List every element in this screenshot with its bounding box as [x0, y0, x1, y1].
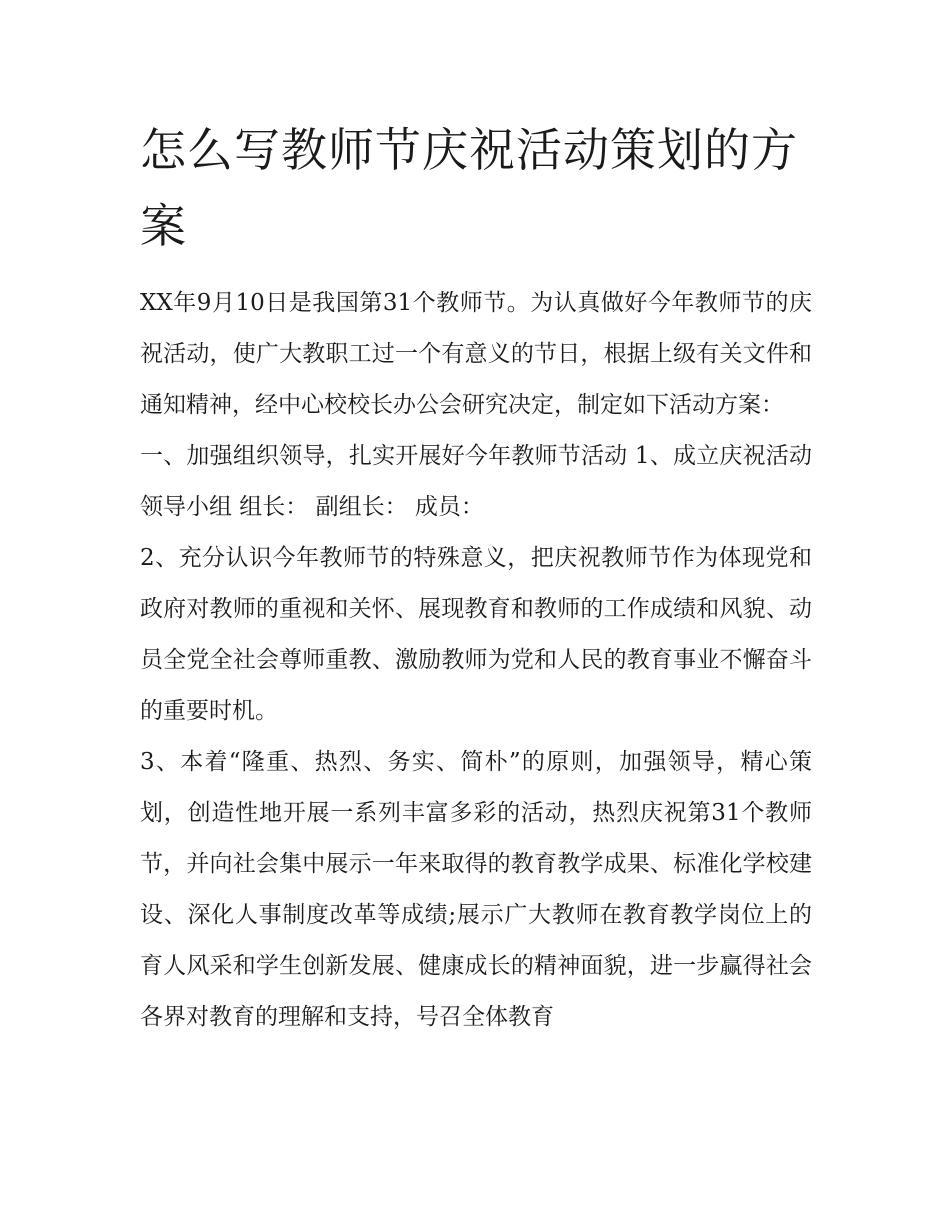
paragraph-item-3: 3、本着“隆重、热烈、务实、简朴”的原则，加强领导，精心策划，创造性地开展一系列丰富多彩的活动，热烈庆祝第31个教师节，并向社会集中展示一年来取得的教育教学成果、标准化学校建设、深化人事制度改革等成绩;展示广大教师在教育教学岗位上的育人风采和学生创新发展、健康成长的精神面貌，进一步赢得社会各界对教育的理解和支持，号召全体教育 — [140, 749, 812, 1030]
document-title: 怎么写教师节庆祝活动策划的方案 — [140, 123, 798, 253]
document-page — [140, 112, 812, 1043]
paragraph-item-2: 2、充分认识今年教师节的特殊意义，把庆祝教师节作为体现党和政府对教师的重视和关怀、展现教育和教师的工作成绩和风貌、动员全党全社会尊师重教、激励教师为党和人民的教育事业不懈奋斗的重要时机。 — [140, 545, 812, 724]
paragraph-section-1: 一、加强组织领导，扎实开展好今年教师节活动 1、成立庆祝活动领导小组 组长： 副组长： 成员： — [140, 443, 812, 520]
paragraph-intro: XX年9月10日是我国第31个教师节。为认真做好今年教师节的庆祝活动，使广大教职工过一个有意义的节日，根据上级有关文件和通知精神，经中心校校长办公会研究决定，制定如下活动方案： — [140, 290, 812, 418]
